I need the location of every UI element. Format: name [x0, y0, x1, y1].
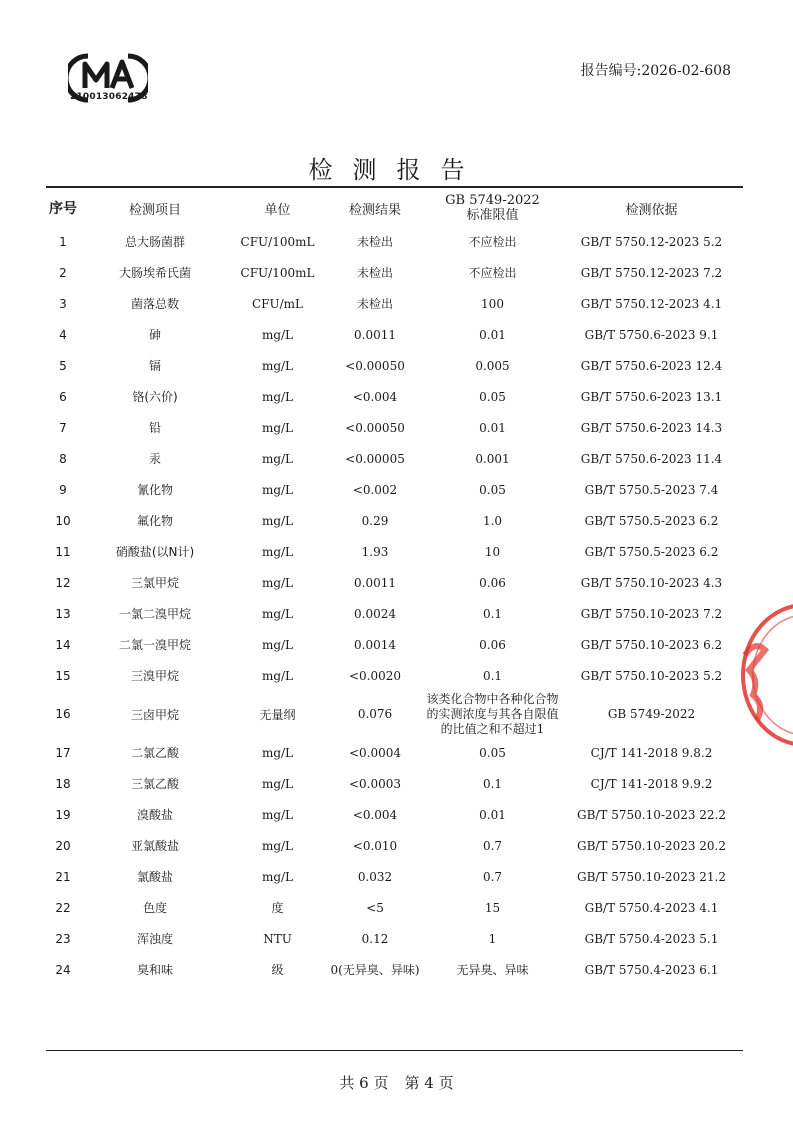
- row-item: 大肠埃希氏菌: [118, 266, 191, 280]
- total-pages: 共 6 页: [339, 1074, 389, 1092]
- row-limit: 不应检出: [468, 266, 517, 280]
- row-item: 色度: [142, 901, 167, 915]
- row-method: CJ/T 141-2018 9.8.2: [590, 745, 713, 760]
- header-limit-standard: GB 5749-2022: [445, 193, 540, 208]
- row-item: 浑浊度: [136, 932, 173, 946]
- row-unit: mg/L: [261, 358, 294, 373]
- table-row: [46, 892, 743, 923]
- row-limit: 0.05: [479, 745, 506, 760]
- header-seq: 序号: [49, 201, 77, 217]
- header-method: 检测依据: [625, 202, 678, 218]
- row-seq: 20: [55, 838, 71, 853]
- row-method: CJ/T 141-2018 9.9.2: [590, 776, 713, 791]
- current-page: 第 4 页: [404, 1074, 454, 1092]
- table-row: [46, 505, 743, 536]
- row-unit: mg/L: [261, 668, 294, 683]
- table-row: [46, 629, 743, 660]
- row-unit: mg/L: [261, 776, 294, 791]
- row-item: 三氯乙酸: [130, 777, 179, 791]
- header-limit: [425, 190, 560, 226]
- row-unit: mg/L: [261, 807, 294, 822]
- row-item: 铬(六价): [132, 390, 178, 404]
- row-result: <0.002: [352, 482, 398, 497]
- table-row: [46, 536, 743, 567]
- row-method: GB/T 5750.5-2023 6.2: [584, 513, 719, 528]
- row-seq: 8: [59, 451, 67, 466]
- row-result: 未检出: [356, 235, 393, 249]
- row-seq: 6: [59, 389, 67, 404]
- row-item: 硝酸盐(以N计): [115, 545, 195, 559]
- row-unit: CFU/100mL: [240, 234, 315, 249]
- row-result: <0.004: [352, 389, 398, 404]
- row-result: 0.076: [357, 707, 393, 721]
- row-result: <0.0020: [348, 668, 402, 683]
- row-method: GB/T 5750.5-2023 6.2: [584, 544, 719, 559]
- row-seq: 14: [55, 637, 71, 652]
- table-row: [46, 598, 743, 629]
- header-result: 检测结果: [348, 202, 401, 218]
- row-method: GB/T 5750.12-2023 5.2: [580, 234, 723, 249]
- row-limit: 0.01: [479, 420, 506, 435]
- row-result: 0.0011: [354, 575, 396, 590]
- row-unit: mg/L: [261, 451, 294, 466]
- row-result: 0.0024: [354, 606, 396, 621]
- row-method: GB/T 5750.4-2023 6.1: [584, 962, 719, 977]
- row-limit: 0.7: [482, 869, 503, 884]
- row-unit: mg/L: [261, 869, 294, 884]
- table-row: [46, 567, 743, 598]
- row-limit: 0.005: [475, 358, 510, 373]
- row-result: 0.12: [361, 931, 389, 946]
- row-limit: 无异臭、异味: [456, 963, 529, 977]
- row-seq: 2: [59, 265, 67, 280]
- row-result: <0.00050: [345, 420, 405, 435]
- row-seq: 5: [59, 358, 67, 373]
- row-limit: 0.1: [482, 606, 503, 621]
- row-limit: 0.01: [479, 807, 506, 822]
- row-item: 铅: [148, 421, 161, 435]
- table-row: [46, 737, 743, 768]
- row-unit: mg/L: [261, 420, 294, 435]
- row-result: 0.0014: [354, 637, 396, 652]
- row-unit: mg/L: [261, 513, 294, 528]
- row-limit: 100: [481, 296, 504, 311]
- row-unit: mg/L: [261, 606, 294, 621]
- table-row: [46, 954, 743, 985]
- table-row: [46, 412, 743, 443]
- row-limit: 0.1: [482, 776, 503, 791]
- page-footer: [0, 1072, 793, 1093]
- row-result: 0.032: [357, 869, 393, 884]
- row-item: 氟化物: [136, 514, 173, 528]
- row-unit: CFU/100mL: [240, 265, 315, 280]
- row-limit: 1: [488, 931, 497, 946]
- row-method: GB/T 5750.6-2023 11.4: [580, 451, 723, 466]
- row-limit: 0.001: [475, 451, 510, 466]
- logo-number: 210013062478: [70, 92, 148, 102]
- row-item: 镉: [148, 359, 161, 373]
- row-item: 总大肠菌群: [124, 235, 185, 249]
- row-limit: 0.1: [482, 668, 503, 683]
- row-item: 氯酸盐: [136, 870, 173, 884]
- row-result: <0.00050: [345, 358, 405, 373]
- report-number: [581, 60, 731, 80]
- row-seq: 23: [55, 931, 71, 946]
- row-seq: 1: [59, 234, 67, 249]
- row-method: GB/T 5750.12-2023 7.2: [580, 265, 723, 280]
- row-method: GB/T 5750.6-2023 13.1: [580, 389, 723, 404]
- row-result: 未检出: [356, 266, 393, 280]
- row-result: <0.0004: [348, 745, 402, 760]
- header-limit-label: 标准限值: [466, 208, 519, 223]
- table-row: [46, 768, 743, 799]
- table-row: [46, 443, 743, 474]
- row-seq: 13: [55, 606, 71, 621]
- row-seq: 17: [55, 745, 71, 760]
- row-method: GB/T 5750.10-2023 5.2: [580, 668, 723, 683]
- row-item: 亚氯酸盐: [130, 839, 179, 853]
- row-item: 二氯乙酸: [130, 746, 179, 760]
- table-row: [46, 226, 743, 257]
- header-item: 检测项目: [128, 202, 181, 218]
- row-seq: 22: [55, 900, 71, 915]
- row-unit: mg/L: [261, 637, 294, 652]
- row-method: GB 5749-2022: [607, 707, 696, 721]
- row-seq: 4: [59, 327, 67, 342]
- row-seq: 16: [55, 707, 71, 721]
- row-limit: 1.0: [482, 513, 503, 528]
- table-row: [46, 319, 743, 350]
- table-row: [46, 257, 743, 288]
- row-seq: 7: [59, 420, 67, 435]
- row-unit: 级: [271, 963, 284, 977]
- row-method: GB/T 5750.6-2023 14.3: [580, 420, 723, 435]
- row-method: GB/T 5750.10-2023 7.2: [580, 606, 723, 621]
- row-result: <5: [366, 900, 384, 915]
- row-seq: 24: [55, 962, 71, 977]
- row-limit: 0.05: [479, 389, 506, 404]
- table-row: [46, 691, 743, 737]
- table-row: [46, 350, 743, 381]
- row-method: GB/T 5750.4-2023 5.1: [584, 931, 719, 946]
- row-seq: 12: [55, 575, 71, 590]
- row-method: GB/T 5750.4-2023 4.1: [584, 900, 719, 915]
- report-number-label: 报告编号:: [580, 63, 642, 79]
- table-header-row: [46, 190, 743, 226]
- row-limit: 不应检出: [468, 235, 517, 249]
- inspection-seal-stamp: [735, 600, 793, 750]
- row-unit: NTU: [263, 931, 292, 946]
- table-row: [46, 923, 743, 954]
- row-item: 菌落总数: [130, 297, 179, 311]
- page-title: 检测报告: [308, 156, 485, 184]
- row-result: 0.29: [361, 513, 389, 528]
- row-method: GB/T 5750.10-2023 20.2: [576, 838, 726, 853]
- table-row: [46, 288, 743, 319]
- row-limit: 15: [484, 900, 501, 915]
- table-row: [46, 861, 743, 892]
- table-row: [46, 830, 743, 861]
- header-unit: 单位: [264, 202, 291, 218]
- row-result: 1.93: [361, 544, 389, 559]
- row-result: 0.0011: [354, 327, 396, 342]
- row-unit: mg/L: [261, 389, 294, 404]
- row-seq: 15: [55, 668, 71, 683]
- row-limit: 该类化合物中各种化合物的实测浓度与其各自限值的比值之和不超过1: [426, 691, 559, 736]
- row-item: 臭和味: [136, 963, 173, 977]
- row-unit: 无量纲: [259, 707, 296, 722]
- row-limit: 0.01: [479, 327, 506, 342]
- row-item: 砷: [148, 328, 161, 342]
- row-item: 氰化物: [136, 483, 173, 497]
- row-method: GB/T 5750.10-2023 21.2: [576, 869, 726, 884]
- row-unit: mg/L: [261, 838, 294, 853]
- row-unit: mg/L: [261, 544, 294, 559]
- row-unit: mg/L: [261, 327, 294, 342]
- row-result: <0.004: [352, 807, 398, 822]
- row-seq: 3: [59, 296, 67, 311]
- row-result: <0.0003: [348, 776, 402, 791]
- row-result: <0.00005: [345, 451, 405, 466]
- row-seq: 19: [55, 807, 71, 822]
- row-item: 一氯二溴甲烷: [118, 607, 191, 621]
- row-seq: 18: [55, 776, 71, 791]
- table-row: [46, 799, 743, 830]
- table-row: [46, 381, 743, 412]
- row-result: <0.010: [352, 838, 398, 853]
- table-row: [46, 474, 743, 505]
- row-method: GB/T 5750.6-2023 12.4: [580, 358, 723, 373]
- row-item: 三氯甲烷: [130, 576, 179, 590]
- row-method: GB/T 5750.6-2023 9.1: [584, 327, 719, 342]
- row-method: GB/T 5750.10-2023 4.3: [580, 575, 723, 590]
- row-item: 汞: [148, 452, 161, 466]
- row-unit: mg/L: [261, 482, 294, 497]
- row-limit: 0.7: [482, 838, 503, 853]
- row-unit: CFU/mL: [251, 296, 303, 311]
- table-row: [46, 660, 743, 691]
- row-item: 三溴甲烷: [130, 669, 179, 683]
- row-result: 0(无异臭、异味): [330, 963, 420, 977]
- row-limit: 0.05: [479, 482, 506, 497]
- row-method: GB/T 5750.10-2023 6.2: [580, 637, 723, 652]
- row-item: 二氯一溴甲烷: [118, 638, 191, 652]
- row-seq: 9: [59, 482, 67, 497]
- row-unit: 度: [271, 901, 284, 915]
- divider-top: [46, 186, 743, 188]
- row-unit: mg/L: [261, 575, 294, 590]
- row-seq: 11: [55, 544, 71, 559]
- row-result: 未检出: [356, 297, 393, 311]
- row-method: GB/T 5750.10-2023 22.2: [576, 807, 726, 822]
- row-limit: 0.06: [479, 575, 506, 590]
- row-seq: 10: [55, 513, 71, 528]
- row-seq: 21: [55, 869, 71, 884]
- row-item: 溴酸盐: [136, 808, 173, 822]
- results-table: [46, 190, 743, 985]
- row-method: GB/T 5750.12-2023 4.1: [580, 296, 723, 311]
- report-number-value: 2026-02-608: [641, 63, 731, 79]
- row-limit: 10: [484, 544, 501, 559]
- row-method: GB/T 5750.5-2023 7.4: [584, 482, 719, 497]
- row-item: 三卤甲烷: [130, 707, 179, 722]
- row-limit: 0.06: [479, 637, 506, 652]
- divider-bottom: [46, 1050, 743, 1051]
- row-unit: mg/L: [261, 745, 294, 760]
